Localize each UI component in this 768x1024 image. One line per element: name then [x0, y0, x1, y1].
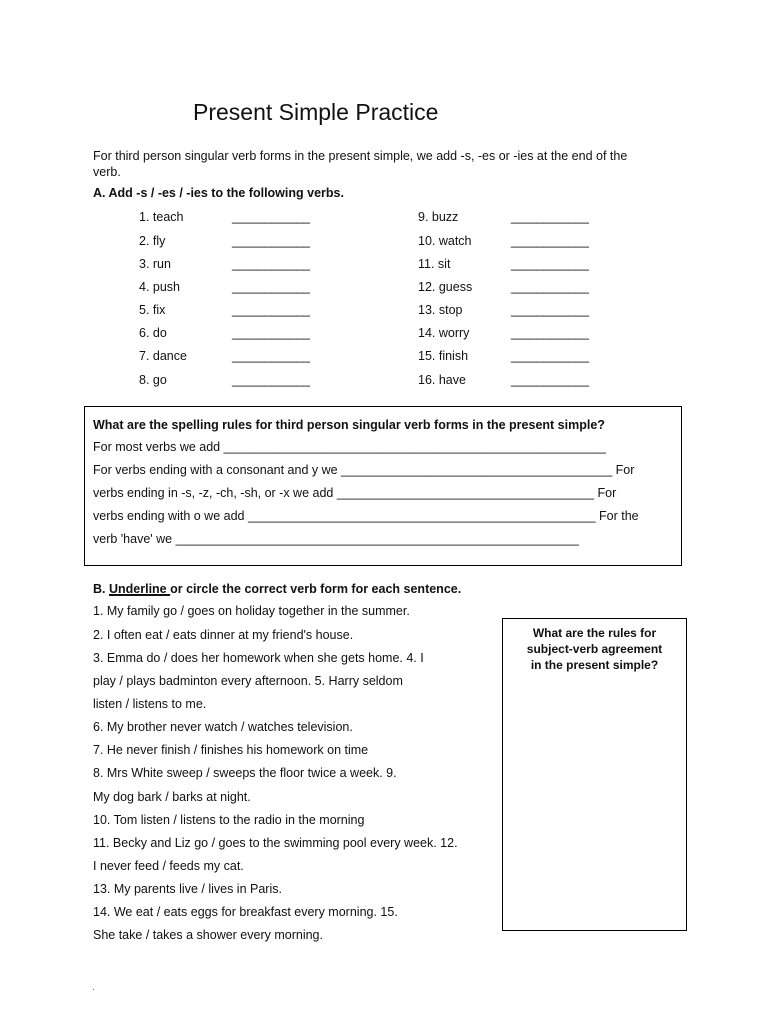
agreement-question-line: in the present simple? — [530, 658, 659, 672]
footer-mark: . — [92, 982, 95, 993]
verb-item: 1. teach — [139, 210, 184, 224]
verb-item: 11. sit — [418, 257, 451, 271]
verb-item: 9. buzz — [418, 210, 459, 224]
answer-blank[interactable]: ____________ — [511, 349, 589, 363]
answer-blank[interactable]: ____________ — [511, 280, 589, 294]
sentence-line[interactable]: I never feed / feeds my cat. — [93, 859, 244, 873]
answer-blank[interactable]: ____________ — [232, 326, 310, 340]
answer-blank[interactable]: ____________ — [511, 303, 589, 317]
section-b-heading-rest: or circle the correct verb form for each sentence. — [170, 582, 462, 596]
verb-item: 16. have — [418, 373, 466, 387]
sentence-line[interactable]: She take / takes a shower every morning. — [93, 928, 323, 942]
page-title: Present Simple Practice — [193, 99, 439, 125]
sentence-line[interactable]: 13. My parents live / lives in Paris. — [93, 882, 282, 896]
answer-blank[interactable]: ____________ — [511, 373, 589, 387]
agreement-rules-question — [502, 625, 687, 673]
answer-blank[interactable]: ____________ — [232, 280, 310, 294]
rule-line[interactable]: For verbs ending with a consonant and y we _______________________________________ For — [93, 463, 635, 477]
section-a-heading: A. Add -s / -es / -ies to the following verbs. — [93, 186, 344, 200]
rule-line[interactable]: verbs ending in -s, -z, -ch, -sh, or -x we add _____________________________________ For — [93, 486, 617, 500]
verb-item: 3. run — [139, 257, 171, 271]
sentence-line[interactable]: 14. We eat / eats eggs for breakfast every morning. 15. — [93, 905, 398, 919]
sentence-line[interactable]: 3. Emma do / does her homework when she gets home. 4. I — [93, 651, 424, 665]
verb-item: 12. guess — [418, 280, 473, 294]
verb-item: 8. go — [139, 373, 167, 387]
rule-line[interactable]: verbs ending with o we add __________________________________________________ For the — [93, 509, 639, 523]
verb-item: 2. fly — [139, 234, 166, 248]
answer-blank[interactable]: ____________ — [232, 257, 310, 271]
intro-text: For third person singular verb forms in the present simple, we add -s, -es or -ies at the end of the verb. — [93, 149, 628, 179]
sentence-line[interactable]: 6. My brother never watch / watches television. — [93, 720, 353, 734]
answer-blank[interactable]: ____________ — [232, 373, 310, 387]
verb-item: 15. finish — [418, 349, 469, 363]
answer-blank[interactable]: ____________ — [232, 234, 310, 248]
rule-line[interactable]: For most verbs we add _______________________________________________________ — [93, 440, 606, 454]
sentence-line[interactable]: 2. I often eat / eats dinner at my friend's house. — [93, 628, 354, 642]
agreement-question-line: What are the rules for — [532, 626, 657, 640]
agreement-question-line: subject-verb agreement — [526, 642, 663, 656]
answer-blank[interactable]: ____________ — [232, 349, 310, 363]
section-b-heading — [93, 582, 461, 596]
answer-blank[interactable]: ____________ — [232, 210, 310, 224]
sentence-line[interactable]: 1. My family go / goes on holiday together in the summer. — [93, 604, 410, 618]
spelling-rules-question: What are the spelling rules for third person singular verb forms in the present simple? — [93, 418, 605, 432]
answer-blank[interactable]: ____________ — [511, 326, 589, 340]
sentence-line[interactable]: 8. Mrs White sweep / sweeps the floor twice a week. 9. — [93, 766, 397, 780]
sentence-line[interactable]: 10. Tom listen / listens to the radio in the morning — [93, 813, 365, 827]
answer-blank[interactable]: ____________ — [511, 234, 589, 248]
sentence-line[interactable]: 7. He never finish / finishes his homework on time — [93, 743, 369, 757]
answer-blank[interactable]: ____________ — [511, 257, 589, 271]
section-b-underline-word: Underline — [108, 582, 171, 596]
answer-blank[interactable]: ____________ — [232, 303, 310, 317]
verb-item: 13. stop — [418, 303, 463, 317]
verb-item: 6. do — [139, 326, 167, 340]
section-b-prefix: B. — [93, 582, 109, 596]
verb-item: 5. fix — [139, 303, 166, 317]
sentence-line[interactable]: play / plays badminton every afternoon. 5. Harry seldom — [93, 674, 403, 688]
rule-line[interactable]: verb 'have' we __________________________________________________________ — [93, 532, 579, 546]
sentence-line[interactable]: 11. Becky and Liz go / goes to the swimming pool every week. 12. — [93, 836, 458, 850]
verb-item: 14. worry — [418, 326, 470, 340]
sentence-line[interactable]: My dog bark / barks at night. — [93, 790, 251, 804]
verb-item: 7. dance — [139, 349, 187, 363]
verb-item: 10. watch — [418, 234, 472, 248]
answer-blank[interactable]: ____________ — [511, 210, 589, 224]
sentence-line[interactable]: listen / listens to me. — [93, 697, 207, 711]
verb-item: 4. push — [139, 280, 181, 294]
